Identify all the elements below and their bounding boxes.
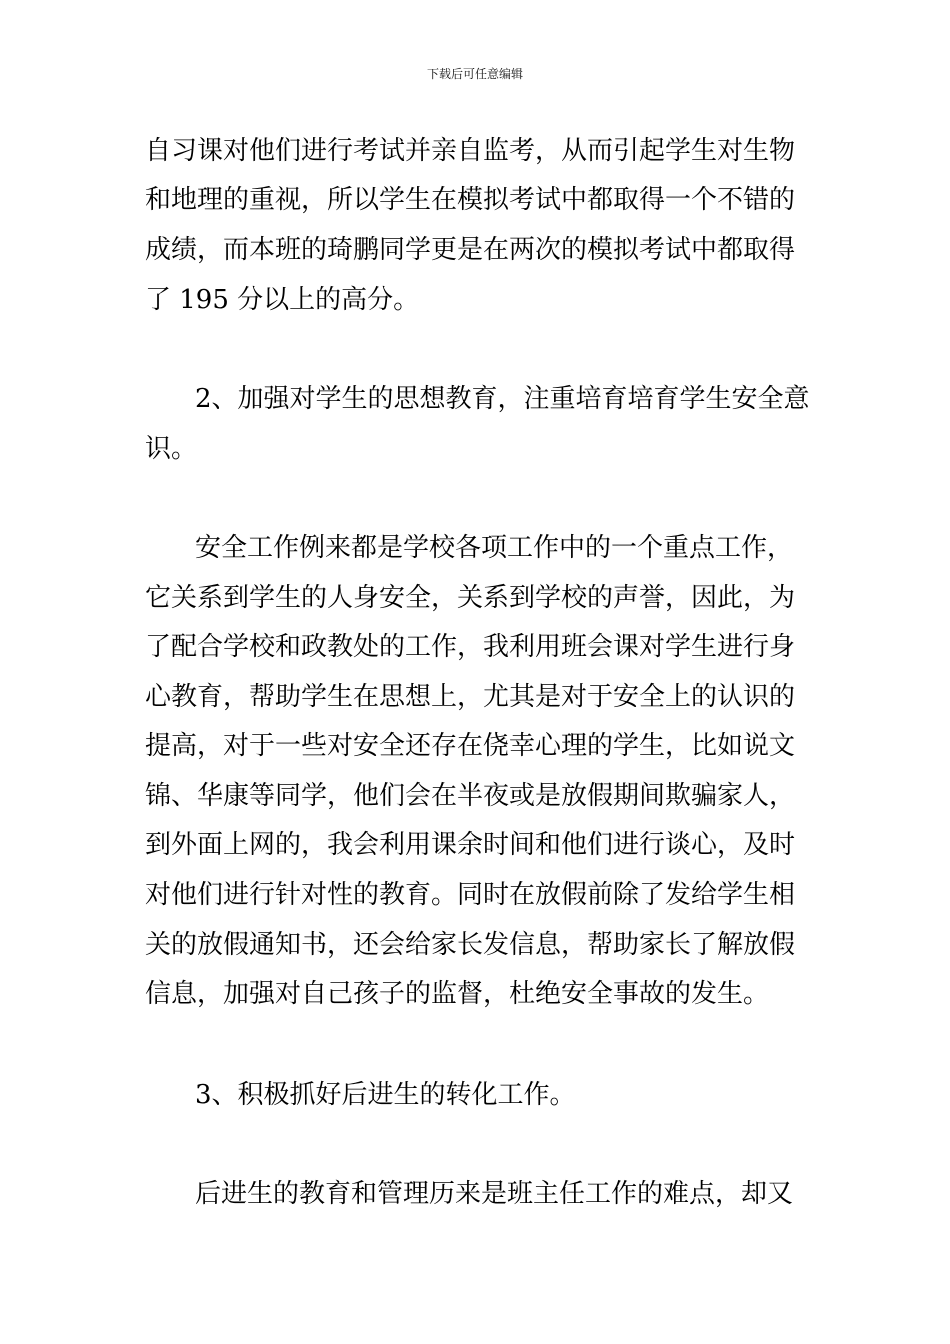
page-header-note: 下载后可任意编辑 (426, 67, 523, 81)
section-heading: 2、加强对学生的思想教育，注重培育培育学生安全意 (195, 384, 810, 414)
paragraph-line: 了 195 分以上的高分。 (145, 285, 420, 315)
paragraph-line: 自习课对他们进行考试并亲自监考，从而引起学生对生物 (145, 136, 796, 166)
paragraph-line: 心教育，帮助学生在思想上，尤其是对于安全上的认识的 (145, 682, 796, 712)
paragraph-line: 对他们进行针对性的教育。同时在放假前除了发给学生相 (145, 880, 796, 910)
paragraph-line: 关的放假通知书，还会给家长发信息，帮助家长了解放假 (145, 930, 796, 960)
paragraph-line: 成绩，而本班的琦鹏同学更是在两次的模拟考试中都取得 (145, 235, 796, 265)
paragraph-line: 到外面上网的，我会利用课余时间和他们进行谈心，及时 (145, 830, 796, 860)
paragraph-line: 和地理的重视，所以学生在模拟考试中都取得一个不错的 (145, 185, 796, 215)
section-heading: 识。 (145, 434, 198, 464)
paragraph-line: 锦、华康等同学，他们会在半夜或是放假期间欺骗家人， (145, 781, 796, 811)
section-heading: 3、积极抓好后进生的转化工作。 (195, 1080, 576, 1110)
paragraph-line: 后进生的教育和管理历来是班主任工作的难点，却又 (195, 1179, 794, 1209)
paragraph-line: 安全工作例来都是学校各项工作中的一个重点工作， (195, 533, 794, 563)
paragraph-line: 提高，对于一些对安全还存在侥幸心理的学生，比如说文 (145, 731, 796, 761)
paragraph-line: 它关系到学生的人身安全，关系到学校的声誉，因此，为 (145, 583, 796, 613)
paragraph-line: 信息，加强对自己孩子的监督，杜绝安全事故的发生。 (145, 979, 770, 1009)
paragraph-line: 了配合学校和政教处的工作，我利用班会课对学生进行身 (145, 632, 796, 662)
